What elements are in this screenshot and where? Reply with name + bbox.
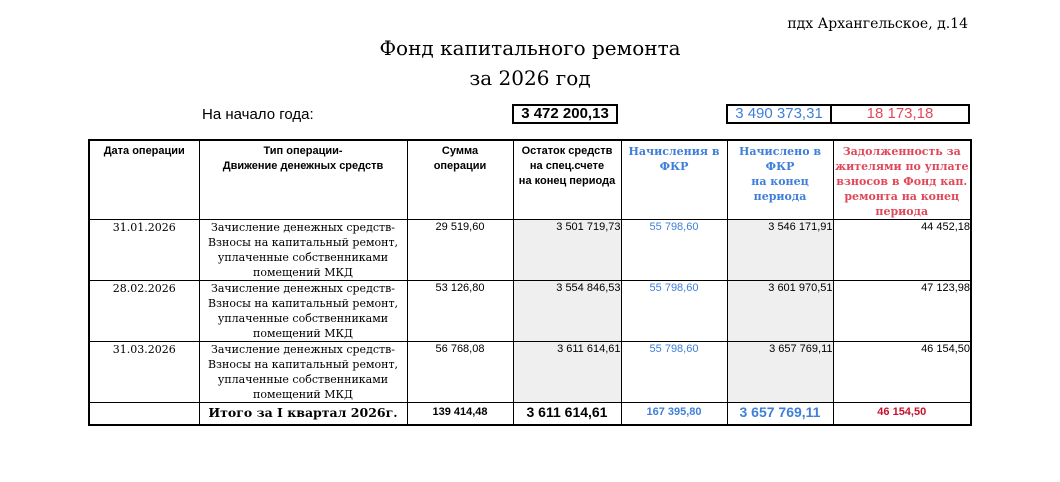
start-of-year-label: На начало года: xyxy=(202,106,314,123)
row-operation: Зачисление денежных средств- Взносы на капитальный ремонт, уплаченные собственниками помещений МКД xyxy=(199,220,407,281)
row-balance: 3 501 719,73 xyxy=(513,220,621,281)
total-empty-cell xyxy=(89,403,199,425)
total-accruals: 167 395,80 xyxy=(621,403,727,425)
header-accruals: Начисления в ФКР xyxy=(621,140,727,220)
table-header-row xyxy=(89,140,971,220)
row-date: 28.02.2026 xyxy=(89,281,199,342)
row-operation: Зачисление денежных средств- Взносы на капитальный ремонт, уплаченные собственниками помещений МКД xyxy=(199,281,407,342)
row-accrual: 55 798,60 xyxy=(621,281,727,342)
address: пдх Архангельское, д.14 xyxy=(787,16,968,32)
row-sum: 53 126,80 xyxy=(407,281,513,342)
row-accrual: 55 798,60 xyxy=(621,220,727,281)
row-debt: 46 154,50 xyxy=(833,342,971,403)
header-type: Тип операции- Движение денежных средств xyxy=(199,140,407,220)
total-label: Итого за I квартал 2026г. xyxy=(199,403,407,425)
total-debt: 46 154,50 xyxy=(833,403,971,425)
row-date: 31.01.2026 xyxy=(89,220,199,281)
row-accrued: 3 601 970,51 xyxy=(727,281,833,342)
total-row xyxy=(89,403,971,425)
total-sum: 139 414,48 xyxy=(407,403,513,425)
start-accrued-box: 3 490 373,31 xyxy=(726,104,832,124)
table-row xyxy=(89,342,971,403)
row-date: 31.03.2026 xyxy=(89,342,199,403)
row-sum: 29 519,60 xyxy=(407,220,513,281)
total-balance: 3 611 614,61 xyxy=(513,403,621,425)
start-balance-box: 3 472 200,13 xyxy=(512,104,618,124)
row-debt: 44 452,18 xyxy=(833,220,971,281)
page-subtitle: за 2026 год xyxy=(469,66,591,90)
header-sum: Сумма операции xyxy=(407,140,513,220)
header-accrued: Начислено в ФКР на конец периода xyxy=(727,140,833,220)
row-accrued: 3 546 171,91 xyxy=(727,220,833,281)
total-accrued: 3 657 769,11 xyxy=(727,403,833,425)
row-balance: 3 611 614,61 xyxy=(513,342,621,403)
header-debt: Задолженность за жителями по уплате взносов в Фонд кап. ремонта на конец периода xyxy=(833,140,971,220)
row-sum: 56 768,08 xyxy=(407,342,513,403)
table-row xyxy=(89,220,971,281)
header-balance: Остаток средств на спец.счете на конец периода xyxy=(513,140,621,220)
row-balance: 3 554 846,53 xyxy=(513,281,621,342)
start-debt-box: 18 173,18 xyxy=(830,104,970,124)
header-date: Дата операции xyxy=(89,140,199,220)
row-accrual: 55 798,60 xyxy=(621,342,727,403)
fund-table xyxy=(88,139,972,426)
row-debt: 47 123,98 xyxy=(833,281,971,342)
row-operation: Зачисление денежных средств- Взносы на капитальный ремонт, уплаченные собственниками помещений МКД xyxy=(199,342,407,403)
table-row xyxy=(89,281,971,342)
row-accrued: 3 657 769,11 xyxy=(727,342,833,403)
page-title: Фонд капитального ремонта xyxy=(379,36,681,60)
